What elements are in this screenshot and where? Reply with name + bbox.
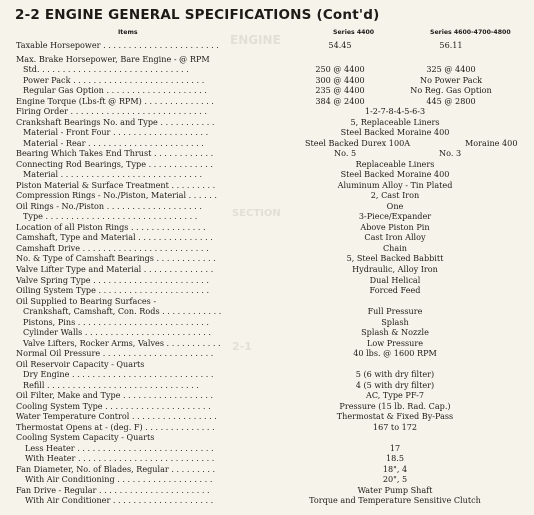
series-4600-value: No Power Pack [419,74,483,85]
spec-label: Bearing Which Takes End Thrust . . . . . . . . . . . . [16,148,214,159]
series-4600-value: 445 @ 2800 [426,95,476,106]
spec-row [0,296,534,306]
series-4600-value: No Reg. Gas Option [410,85,492,96]
spec-row [0,222,534,232]
spec-label: Fan Diameter, No. of Blades, Regular . . . . . . . . . [16,463,216,474]
spec-row [0,380,534,390]
spec-row [0,180,534,190]
series-4400-value: 300 @ 4400 [315,74,365,85]
spec-label: With Air Conditioner . . . . . . . . . . . . . . . . . . . . [25,495,214,506]
spec-row [0,359,534,369]
series-4400-value: 54.45 [328,40,352,50]
spec-label: Cooling System Type . . . . . . . . . . . . . . . . . . . . . [16,400,211,411]
spec-row [0,264,534,274]
spec-row [0,285,534,295]
spec-row [0,464,534,474]
spec-row [0,253,534,263]
spec-row [0,348,534,358]
spec-row [0,401,534,411]
spec-label: Material . . . . . . . . . . . . . . . . . . . . . . . . . . . . [23,169,203,180]
series-4600-value: Moraine 400 [465,137,518,148]
spec-label: Thermostat Opens at - (deg. F) . . . . . . . . . . . . . . [16,421,215,432]
series-4600-value: 325 @ 4400 [426,64,476,75]
bleed-through-mark: 2-1 [232,340,252,353]
spec-row [0,411,534,421]
spec-row [0,75,534,85]
spec-row [0,127,534,137]
spec-label: Oil Rings - No./Piston . . . . . . . . . . . . . . . . . . . [16,200,202,211]
spec-label: Cooling System Capacity - Quarts [16,432,155,443]
spec-value: Low Pressure [366,337,424,348]
spec-row [0,422,534,432]
spec-value: Steel Backed Moraine 400 [340,127,450,138]
spec-label: Valve Spring Type . . . . . . . . . . . . . . . . . . . . . . . [16,274,209,285]
spec-row [0,85,534,95]
series-4600-value: No. 3 [439,148,462,159]
series-4400-value: 250 @ 4400 [315,64,365,75]
series-4600-value: 56.11 [439,40,463,50]
spec-row [0,243,534,253]
bleed-through-mark: ENGINE [230,33,281,47]
spec-label: Crankshaft Bearings No. and Type . . . . . . . . . . . [16,116,215,127]
spec-label: Crankshaft, Camshaft, Con. Rods . . . . . . . . . . . . [23,306,222,317]
series-4400-value: 235 @ 4400 [315,85,365,96]
spec-row [0,169,534,179]
spec-label: Material - Front Four . . . . . . . . . . . . . . . . . . . [23,127,209,138]
spec-row [0,327,534,337]
spec-value: 17 [389,442,401,453]
bleed-through-mark: SECTION [232,208,281,219]
spec-value: 40 lbs. @ 1600 RPM [353,348,437,359]
spec-value: Full Pressure [367,306,423,317]
spec-label: Oiling System Type . . . . . . . . . . . . . . . . . . . . . . [16,285,210,296]
spec-value: Steel Backed Moraine 400 [340,169,450,180]
spec-value: 5, Steel Backed Babbitt [346,253,444,264]
spec-row [0,117,534,127]
items-column-header: Items [118,29,138,36]
spec-row [0,40,534,50]
spec-value: Cast Iron Alloy [364,232,426,243]
spec-row [0,317,534,327]
spec-value: 5, Replaceable Liners [350,116,440,127]
spec-label: Material - Rear . . . . . . . . . . . . . . . . . . . . . . . [23,137,204,148]
spec-value: Dual Helical [369,274,421,285]
spec-label: Camshaft Drive . . . . . . . . . . . . . . . . . . . . . . . . . [16,242,209,253]
spec-row [0,54,534,64]
spec-value: 20", 5 [382,474,408,485]
spec-row [0,138,534,148]
spec-row [0,275,534,285]
spec-value: Water Pump Shaft [357,484,433,495]
spec-label: Connecting Rod Bearings, Type . . . . . . . . . . . . . [16,158,213,169]
spec-value: 18.5 [385,453,405,464]
spec-label: Type . . . . . . . . . . . . . . . . . . . . . . . . . . . . . . [23,211,198,222]
spec-label: No. & Type of Camshaft Bearings . . . . . . . . . . . . [16,253,216,264]
spec-label: Power Pack . . . . . . . . . . . . . . . . . . . . . . . . . . [23,74,205,85]
spec-label: Fan Drive - Regular . . . . . . . . . . . . . . . . . . . . . . [16,484,210,495]
spec-row [0,148,534,158]
spec-row [0,232,534,242]
spec-value: One [386,200,404,211]
spec-value: 5 (6 with dry filter) [355,369,435,380]
spec-value: Forced Feed [369,285,421,296]
spec-label: Valve Lifter Type and Material . . . . . . . . . . . . . . [16,263,214,274]
spec-value: 1-2-7-8-4-5-6-3 [364,106,426,117]
spec-row [0,474,534,484]
spec-label: Dry Engine . . . . . . . . . . . . . . . . . . . . . . . . . . . . [23,369,214,380]
spec-value: 167 to 172 [372,421,418,432]
spec-row [0,432,534,442]
spec-label: With Heater . . . . . . . . . . . . . . . . . . . . . . . . . . . [25,453,215,464]
spec-label: Regular Gas Option . . . . . . . . . . . . . . . . . . . . [23,85,207,96]
spec-value: Hydraulic, Alloy Iron [352,263,438,274]
spec-row [0,64,534,74]
series-4600-column-header: Series 4600-4700-4800 [430,29,511,36]
spec-value: Replaceable Liners [355,158,435,169]
spec-value: Chain [382,242,408,253]
page-title: 2-2 ENGINE GENERAL SPECIFICATIONS (Cont'd) [15,7,380,23]
spec-value: Splash & Nozzle [361,327,429,338]
spec-label: Refill . . . . . . . . . . . . . . . . . . . . . . . . . . . . . . [23,379,199,390]
spec-label: Std. . . . . . . . . . . . . . . . . . . . . . . . . . . . . . [23,64,189,75]
spec-label: Engine Torque (Lbs-ft @ RPM) . . . . . . . . . . . . . . [16,95,214,106]
spec-label: Oil Reservoir Capacity - Quarts [16,358,145,369]
spec-row [0,96,534,106]
series-4400-value: No. 5 [334,148,357,159]
spec-row [0,443,534,453]
spec-value: 2, Cast Iron [370,190,420,201]
spec-row [0,211,534,221]
spec-label: Oil Supplied to Bearing Surfaces - [16,295,157,306]
spec-label: With Air Conditioning . . . . . . . . . . . . . . . . . . . [25,474,213,485]
spec-value: 3-Piece/Expander [358,211,432,222]
spec-row [0,190,534,200]
spec-label: Firing Order . . . . . . . . . . . . . . . . . . . . . . . . . . . [16,106,207,117]
spec-value: Above Piston Pin [360,221,430,232]
spec-label: Oil Filter, Make and Type . . . . . . . . . . . . . . . . . . [16,390,214,401]
series-4400-value: Steel Backed Durex 100A [305,137,411,148]
spec-label: Pistons, Pins . . . . . . . . . . . . . . . . . . . . . . . . . . [23,316,210,327]
spec-value: Thermostat & Fixed By-Pass [336,411,454,422]
spec-label: Camshaft, Type and Material . . . . . . . . . . . . . . . [16,232,213,243]
spec-value: Torque and Temperature Sensitive Clutch [309,495,481,506]
spec-row [0,495,534,505]
spec-row [0,201,534,211]
spec-label: Location of all Piston Rings . . . . . . . . . . . . . . . [16,221,206,232]
spec-label: Cylinder Walls . . . . . . . . . . . . . . . . . . . . . . . . . [23,327,211,338]
spec-label: Water Temperature Control . . . . . . . . . . . . . . . . . [16,411,217,422]
spec-label: Valve Lifters, Rocker Arms, Valves . . . . . . . . . . . [23,337,221,348]
spec-value: Pressure (15 lb. Rad. Cap.) [339,400,451,411]
spec-label: Taxable Horsepower . . . . . . . . . . . . . . . . . . . . . . . [16,40,219,50]
spec-value: Splash [381,316,409,327]
spec-value: 4 (5 with dry filter) [355,379,435,390]
spec-row [0,369,534,379]
spec-value: Aluminum Alloy - Tin Plated [337,179,453,190]
spec-row [0,338,534,348]
series-4400-column-header: Series 4400 [333,29,375,36]
series-4400-value: 384 @ 2400 [315,95,365,106]
spec-row [0,390,534,400]
spec-value: 18", 4 [382,463,408,474]
spec-row [0,306,534,316]
spec-row [0,106,534,116]
spec-label: Piston Material & Surface Treatment . . . . . . . . . [16,179,216,190]
spec-label: Less Heater . . . . . . . . . . . . . . . . . . . . . . . . . . . [25,442,214,453]
spec-value: AC, Type PF-7 [366,390,424,401]
spec-label: Max. Brake Horsepower, Bare Engine - @ RPM [16,53,210,64]
spec-row [0,453,534,463]
spec-label: Compression Rings - No./Piston, Material . . . . . . [16,190,217,201]
spec-row [0,159,534,169]
spec-row [0,485,534,495]
spec-label: Normal Oil Pressure . . . . . . . . . . . . . . . . . . . . . . [16,348,214,359]
